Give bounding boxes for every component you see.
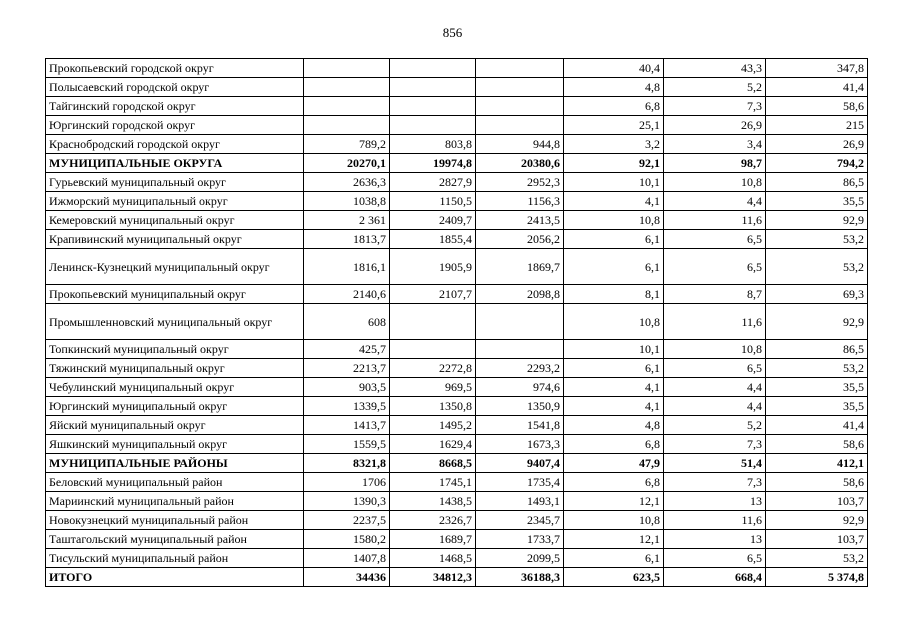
value-cell: 1468,5 xyxy=(390,549,476,568)
row-name-cell: Беловский муниципальный район xyxy=(46,473,304,492)
table-row xyxy=(46,211,868,230)
value-cell: 944,8 xyxy=(476,135,564,154)
value-cell: 1735,4 xyxy=(476,473,564,492)
value-cell: 19974,8 xyxy=(390,154,476,173)
value-cell: 2293,2 xyxy=(476,359,564,378)
value-cell: 1493,1 xyxy=(476,492,564,511)
row-name-cell: Тяжинский муниципальный округ xyxy=(46,359,304,378)
value-cell: 974,6 xyxy=(476,378,564,397)
value-cell: 6,5 xyxy=(664,249,766,285)
table-row xyxy=(46,97,868,116)
value-cell: 3,4 xyxy=(664,135,766,154)
value-cell: 1673,3 xyxy=(476,435,564,454)
value-cell: 8,1 xyxy=(564,285,664,304)
value-cell: 35,5 xyxy=(766,192,868,211)
value-cell: 1339,5 xyxy=(304,397,390,416)
value-cell: 1413,7 xyxy=(304,416,390,435)
value-cell: 34436 xyxy=(304,568,390,587)
value-cell: 1733,7 xyxy=(476,530,564,549)
row-name-cell: Промышленновский муниципальный округ xyxy=(46,304,304,340)
row-name-cell: Юргинский муниципальный округ xyxy=(46,397,304,416)
value-cell: 1706 xyxy=(304,473,390,492)
table-row xyxy=(46,230,868,249)
value-cell: 8,7 xyxy=(664,285,766,304)
value-cell: 215 xyxy=(766,116,868,135)
value-cell: 41,4 xyxy=(766,416,868,435)
value-cell xyxy=(390,340,476,359)
value-cell: 1855,4 xyxy=(390,230,476,249)
table-row xyxy=(46,173,868,192)
value-cell xyxy=(304,116,390,135)
value-cell: 53,2 xyxy=(766,549,868,568)
value-cell: 2952,3 xyxy=(476,173,564,192)
value-cell: 5,2 xyxy=(664,416,766,435)
value-cell: 6,1 xyxy=(564,359,664,378)
value-cell: 6,1 xyxy=(564,249,664,285)
table-row xyxy=(46,116,868,135)
value-cell: 10,8 xyxy=(664,340,766,359)
table-row xyxy=(46,304,868,340)
value-cell xyxy=(476,97,564,116)
table-row xyxy=(46,359,868,378)
value-cell: 9407,4 xyxy=(476,454,564,473)
value-cell xyxy=(304,59,390,78)
value-cell: 5 374,8 xyxy=(766,568,868,587)
value-cell xyxy=(304,78,390,97)
value-cell: 1350,9 xyxy=(476,397,564,416)
value-cell: 1580,2 xyxy=(304,530,390,549)
value-cell: 1407,8 xyxy=(304,549,390,568)
value-cell: 1541,8 xyxy=(476,416,564,435)
value-cell: 969,5 xyxy=(390,378,476,397)
value-cell: 25,1 xyxy=(564,116,664,135)
value-cell: 2056,2 xyxy=(476,230,564,249)
value-cell: 1629,4 xyxy=(390,435,476,454)
value-cell: 36188,3 xyxy=(476,568,564,587)
value-cell: 668,4 xyxy=(664,568,766,587)
row-name-cell: Юргинский городской округ xyxy=(46,116,304,135)
row-name-cell: МУНИЦИПАЛЬНЫЕ РАЙОНЫ xyxy=(46,454,304,473)
value-cell: 1905,9 xyxy=(390,249,476,285)
value-cell: 3,2 xyxy=(564,135,664,154)
value-cell: 2 361 xyxy=(304,211,390,230)
table-row xyxy=(46,568,868,587)
row-name-cell: Таштагольский муниципальный район xyxy=(46,530,304,549)
value-cell: 86,5 xyxy=(766,173,868,192)
value-cell: 69,3 xyxy=(766,285,868,304)
value-cell: 1813,7 xyxy=(304,230,390,249)
table-row xyxy=(46,378,868,397)
value-cell: 11,6 xyxy=(664,211,766,230)
value-cell: 20380,6 xyxy=(476,154,564,173)
value-cell: 35,5 xyxy=(766,378,868,397)
row-name-cell: МУНИЦИПАЛЬНЫЕ ОКРУГА xyxy=(46,154,304,173)
value-cell: 11,6 xyxy=(664,304,766,340)
value-cell: 13 xyxy=(664,530,766,549)
value-cell xyxy=(476,78,564,97)
value-cell: 1350,8 xyxy=(390,397,476,416)
value-cell: 58,6 xyxy=(766,473,868,492)
value-cell: 2098,8 xyxy=(476,285,564,304)
table-row xyxy=(46,454,868,473)
value-cell: 6,8 xyxy=(564,435,664,454)
value-cell: 1869,7 xyxy=(476,249,564,285)
row-name-cell: Тайгинский городской округ xyxy=(46,97,304,116)
value-cell: 8321,8 xyxy=(304,454,390,473)
value-cell: 803,8 xyxy=(390,135,476,154)
table-body xyxy=(46,59,868,587)
value-cell: 2636,3 xyxy=(304,173,390,192)
value-cell: 4,8 xyxy=(564,78,664,97)
table-row xyxy=(46,397,868,416)
value-cell: 10,1 xyxy=(564,173,664,192)
value-cell: 86,5 xyxy=(766,340,868,359)
value-cell: 8668,5 xyxy=(390,454,476,473)
value-cell: 1689,7 xyxy=(390,530,476,549)
table-row xyxy=(46,511,868,530)
table-row xyxy=(46,473,868,492)
value-cell: 623,5 xyxy=(564,568,664,587)
value-cell: 20270,1 xyxy=(304,154,390,173)
value-cell: 4,4 xyxy=(664,378,766,397)
value-cell: 2272,8 xyxy=(390,359,476,378)
value-cell: 11,6 xyxy=(664,511,766,530)
row-name-cell: ИТОГО xyxy=(46,568,304,587)
value-cell: 1816,1 xyxy=(304,249,390,285)
table-row xyxy=(46,435,868,454)
value-cell: 425,7 xyxy=(304,340,390,359)
value-cell: 6,5 xyxy=(664,359,766,378)
value-cell: 4,1 xyxy=(564,378,664,397)
value-cell: 4,1 xyxy=(564,397,664,416)
table-row xyxy=(46,530,868,549)
value-cell: 7,3 xyxy=(664,97,766,116)
row-name-cell: Прокопьевский городской округ xyxy=(46,59,304,78)
value-cell: 12,1 xyxy=(564,492,664,511)
value-cell: 58,6 xyxy=(766,97,868,116)
value-cell xyxy=(476,59,564,78)
value-cell: 43,3 xyxy=(664,59,766,78)
table-row xyxy=(46,416,868,435)
value-cell: 1156,3 xyxy=(476,192,564,211)
value-cell: 92,9 xyxy=(766,511,868,530)
value-cell: 1495,2 xyxy=(390,416,476,435)
value-cell: 7,3 xyxy=(664,435,766,454)
value-cell xyxy=(390,78,476,97)
value-cell: 2107,7 xyxy=(390,285,476,304)
row-name-cell: Полысаевский городской округ xyxy=(46,78,304,97)
value-cell: 789,2 xyxy=(304,135,390,154)
budget-table xyxy=(45,58,868,587)
table-row xyxy=(46,78,868,97)
value-cell: 6,1 xyxy=(564,549,664,568)
value-cell: 6,8 xyxy=(564,97,664,116)
value-cell: 35,5 xyxy=(766,397,868,416)
value-cell: 92,9 xyxy=(766,304,868,340)
value-cell: 412,1 xyxy=(766,454,868,473)
value-cell: 2140,6 xyxy=(304,285,390,304)
value-cell: 103,7 xyxy=(766,492,868,511)
table-row xyxy=(46,340,868,359)
value-cell: 53,2 xyxy=(766,359,868,378)
value-cell: 58,6 xyxy=(766,435,868,454)
value-cell: 10,8 xyxy=(564,211,664,230)
value-cell: 2345,7 xyxy=(476,511,564,530)
table-row xyxy=(46,192,868,211)
value-cell xyxy=(476,116,564,135)
row-name-cell: Топкинский муниципальный округ xyxy=(46,340,304,359)
value-cell: 98,7 xyxy=(664,154,766,173)
row-name-cell: Прокопьевский муниципальный округ xyxy=(46,285,304,304)
value-cell: 1438,5 xyxy=(390,492,476,511)
value-cell: 4,4 xyxy=(664,192,766,211)
value-cell: 794,2 xyxy=(766,154,868,173)
row-name-cell: Гурьевский муниципальный округ xyxy=(46,173,304,192)
value-cell: 10,1 xyxy=(564,340,664,359)
value-cell: 1038,8 xyxy=(304,192,390,211)
row-name-cell: Ижморский муниципальный округ xyxy=(46,192,304,211)
value-cell: 26,9 xyxy=(766,135,868,154)
table-row xyxy=(46,549,868,568)
value-cell: 51,4 xyxy=(664,454,766,473)
value-cell: 92,1 xyxy=(564,154,664,173)
row-name-cell: Чебулинский муниципальный округ xyxy=(46,378,304,397)
value-cell: 1745,1 xyxy=(390,473,476,492)
value-cell xyxy=(476,304,564,340)
value-cell: 10,8 xyxy=(564,511,664,530)
value-cell xyxy=(390,97,476,116)
value-cell: 4,8 xyxy=(564,416,664,435)
value-cell: 2326,7 xyxy=(390,511,476,530)
value-cell: 5,2 xyxy=(664,78,766,97)
page-number: 856 xyxy=(442,25,463,40)
value-cell: 4,1 xyxy=(564,192,664,211)
value-cell: 2413,5 xyxy=(476,211,564,230)
value-cell: 903,5 xyxy=(304,378,390,397)
value-cell: 6,5 xyxy=(664,230,766,249)
value-cell: 4,4 xyxy=(664,397,766,416)
value-cell: 92,9 xyxy=(766,211,868,230)
row-name-cell: Ленинск-Кузнецкий муниципальный округ xyxy=(46,249,304,285)
value-cell xyxy=(390,116,476,135)
value-cell: 1390,3 xyxy=(304,492,390,511)
row-name-cell: Яшкинский муниципальный округ xyxy=(46,435,304,454)
value-cell: 53,2 xyxy=(766,249,868,285)
value-cell: 26,9 xyxy=(664,116,766,135)
value-cell: 47,9 xyxy=(564,454,664,473)
value-cell: 347,8 xyxy=(766,59,868,78)
value-cell: 2409,7 xyxy=(390,211,476,230)
value-cell: 2099,5 xyxy=(476,549,564,568)
row-name-cell: Крапивинский муниципальный округ xyxy=(46,230,304,249)
row-name-cell: Кемеровский муниципальный округ xyxy=(46,211,304,230)
value-cell: 6,8 xyxy=(564,473,664,492)
value-cell: 10,8 xyxy=(664,173,766,192)
value-cell: 40,4 xyxy=(564,59,664,78)
value-cell: 608 xyxy=(304,304,390,340)
value-cell: 10,8 xyxy=(564,304,664,340)
value-cell: 41,4 xyxy=(766,78,868,97)
table-row xyxy=(46,135,868,154)
value-cell: 2213,7 xyxy=(304,359,390,378)
value-cell xyxy=(304,97,390,116)
value-cell xyxy=(390,304,476,340)
value-cell: 12,1 xyxy=(564,530,664,549)
table-row xyxy=(46,285,868,304)
table-row xyxy=(46,154,868,173)
value-cell xyxy=(476,340,564,359)
value-cell: 6,5 xyxy=(664,549,766,568)
value-cell xyxy=(390,59,476,78)
value-cell: 1150,5 xyxy=(390,192,476,211)
value-cell: 103,7 xyxy=(766,530,868,549)
row-name-cell: Яйский муниципальный округ xyxy=(46,416,304,435)
row-name-cell: Новокузнецкий муниципальный район xyxy=(46,511,304,530)
value-cell: 13 xyxy=(664,492,766,511)
value-cell: 7,3 xyxy=(664,473,766,492)
table-row xyxy=(46,492,868,511)
value-cell: 6,1 xyxy=(564,230,664,249)
table-row xyxy=(46,249,868,285)
row-name-cell: Краснобродский городской округ xyxy=(46,135,304,154)
row-name-cell: Тисульский муниципальный район xyxy=(46,549,304,568)
value-cell: 2827,9 xyxy=(390,173,476,192)
value-cell: 1559,5 xyxy=(304,435,390,454)
row-name-cell: Мариинский муниципальный район xyxy=(46,492,304,511)
table-row xyxy=(46,59,868,78)
value-cell: 53,2 xyxy=(766,230,868,249)
value-cell: 2237,5 xyxy=(304,511,390,530)
value-cell: 34812,3 xyxy=(390,568,476,587)
